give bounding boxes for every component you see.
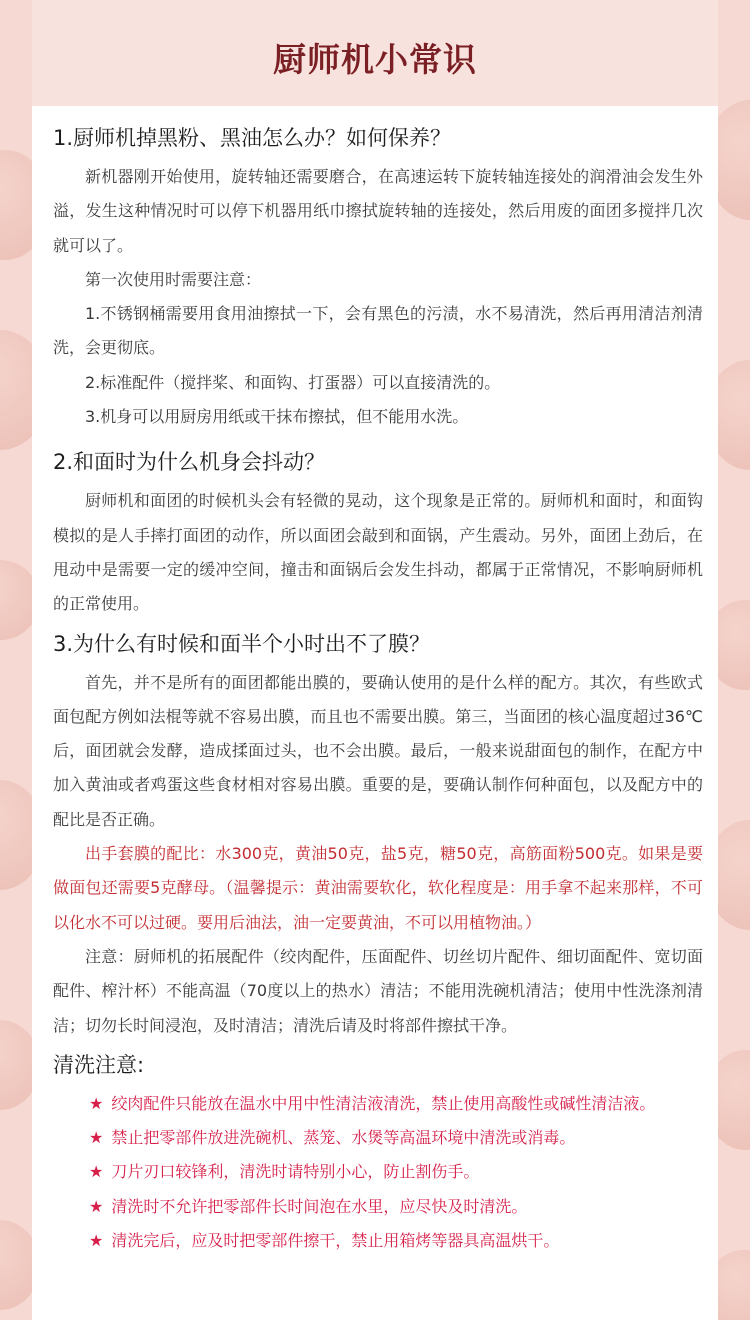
cleaning-item-text: 清洗时不允许把零部件长时间泡在水里，应尽快及时清洗。 xyxy=(111,1196,528,1216)
paragraph: 首先，并不是所有的面团都能出膜的，要确认使用的是什么样的配方。其次，有些欧式面包配方例如法棍等就不容易出膜，而且也不需要出膜。第三，当面团的核心温度超过36℃后，面团就会发酵，造成揉面过头，也不会出膜。最后，一般来说甜面包的制作，在配方中加入黄油或者鸡蛋这些食材相对容易出膜。重要的是，要确认制作何种面包，以及配方中的配比是否正确。 xyxy=(53,672,703,829)
paragraph: 第一次使用时需要注意： xyxy=(85,269,262,289)
paragraph: 3.机身可以用厨房用纸或干抹布擦拭，但不能用水洗。 xyxy=(85,407,469,427)
recipe-paragraph: 出手套膜的配比：水300克，黄油50克，盐5克，糖50克，高筋面粉500克。如果是要做面包还需要5克酵母。（温馨提示：黄油需要软化，软化程度是：用手拿不起来那样，不可以化水不可以过硬。要用后油法，油一定要黄油，不可以用植物油。） xyxy=(53,844,703,932)
cleaning-heading: 清洗注意: xyxy=(53,1052,145,1077)
section-3 xyxy=(53,622,703,1043)
star-icon: ★ xyxy=(89,1093,104,1113)
cleaning-item xyxy=(53,1155,703,1189)
star-icon: ★ xyxy=(89,1231,104,1251)
paragraph: 新机器刚开始使用，旋转轴还需要磨合，在高速运转下旋转轴连接处的润滑油会发生外溢，发生这种情况时可以停下机器用纸巾擦拭旋转轴的连接处，然后用废的面团多搅拌几次就可以了。 xyxy=(53,167,703,255)
cleaning-item xyxy=(53,1224,703,1258)
note-paragraph: 注意：厨师机的拓展配件（绞肉配件，压面配件、切丝切片配件、细切面配件、宽切面配件、榨汁杯）不能高温（70度以上的热水）清洁；不能用洗碗机清洁；使用中性洗涤剂清洁；切勿长时间浸泡，及时清洁；清洗后请及时将部件擦拭干净。 xyxy=(53,946,703,1035)
cleaning-item-text: 绞肉配件只能放在温水中用中性清洁液清洗，禁止使用高酸性或碱性清洁液。 xyxy=(111,1093,656,1113)
cleaning-item-text: 清洗完后，应及时把零部件擦干，禁止用箱烤等器具高温烘干。 xyxy=(111,1231,560,1251)
section-2 xyxy=(53,440,703,621)
cleaning-item xyxy=(53,1190,703,1224)
cleaning-item-text: 禁止把零部件放进洗碗机、蒸笼、水煲等高温环境中清洗或消毒。 xyxy=(111,1128,576,1148)
cleaning-section xyxy=(53,1043,703,1258)
star-icon: ★ xyxy=(89,1128,104,1148)
star-icon: ★ xyxy=(89,1162,104,1182)
cleaning-item-text: 刀片刃口较锋利，清洗时请特别小心，防止割伤手。 xyxy=(111,1162,480,1182)
paragraph: 2.标准配件（搅拌桨、和面钩、打蛋器）可以直接清洗的。 xyxy=(85,372,501,392)
section-1 xyxy=(53,116,703,434)
star-icon: ★ xyxy=(89,1196,104,1216)
cleaning-item xyxy=(53,1121,703,1155)
page-title: 厨师机小常识 xyxy=(273,40,477,79)
article xyxy=(53,116,703,1258)
header xyxy=(32,0,718,106)
paragraph: 1.不锈钢桶需要用食用油擦拭一下，会有黑色的污渍，水不易清洗，然后再用清洁剂清洗，会更彻底。 xyxy=(53,304,703,358)
section-heading: 3.为什么有时候和面半个小时出不了膜？ xyxy=(53,631,431,656)
section-heading: 1.厨师机掉黑粉、黑油怎么办？如何保养？ xyxy=(53,126,452,150)
paragraph: 厨师机和面团的时候机头会有轻微的晃动，这个现象是正常的。厨师机和面时，和面钩模拟的是人手摔打面团的动作，所以面团会敲到和面锅，产生震动。另外，面团上劲后，在甩动中是需要一定的缓冲空间，撞击和面锅后会发生抖动，都属于正常情况，不影响厨师机的正常使用。 xyxy=(53,491,703,614)
cleaning-item xyxy=(53,1087,703,1121)
section-heading: 2.和面时为什么机身会抖动？ xyxy=(53,450,326,475)
